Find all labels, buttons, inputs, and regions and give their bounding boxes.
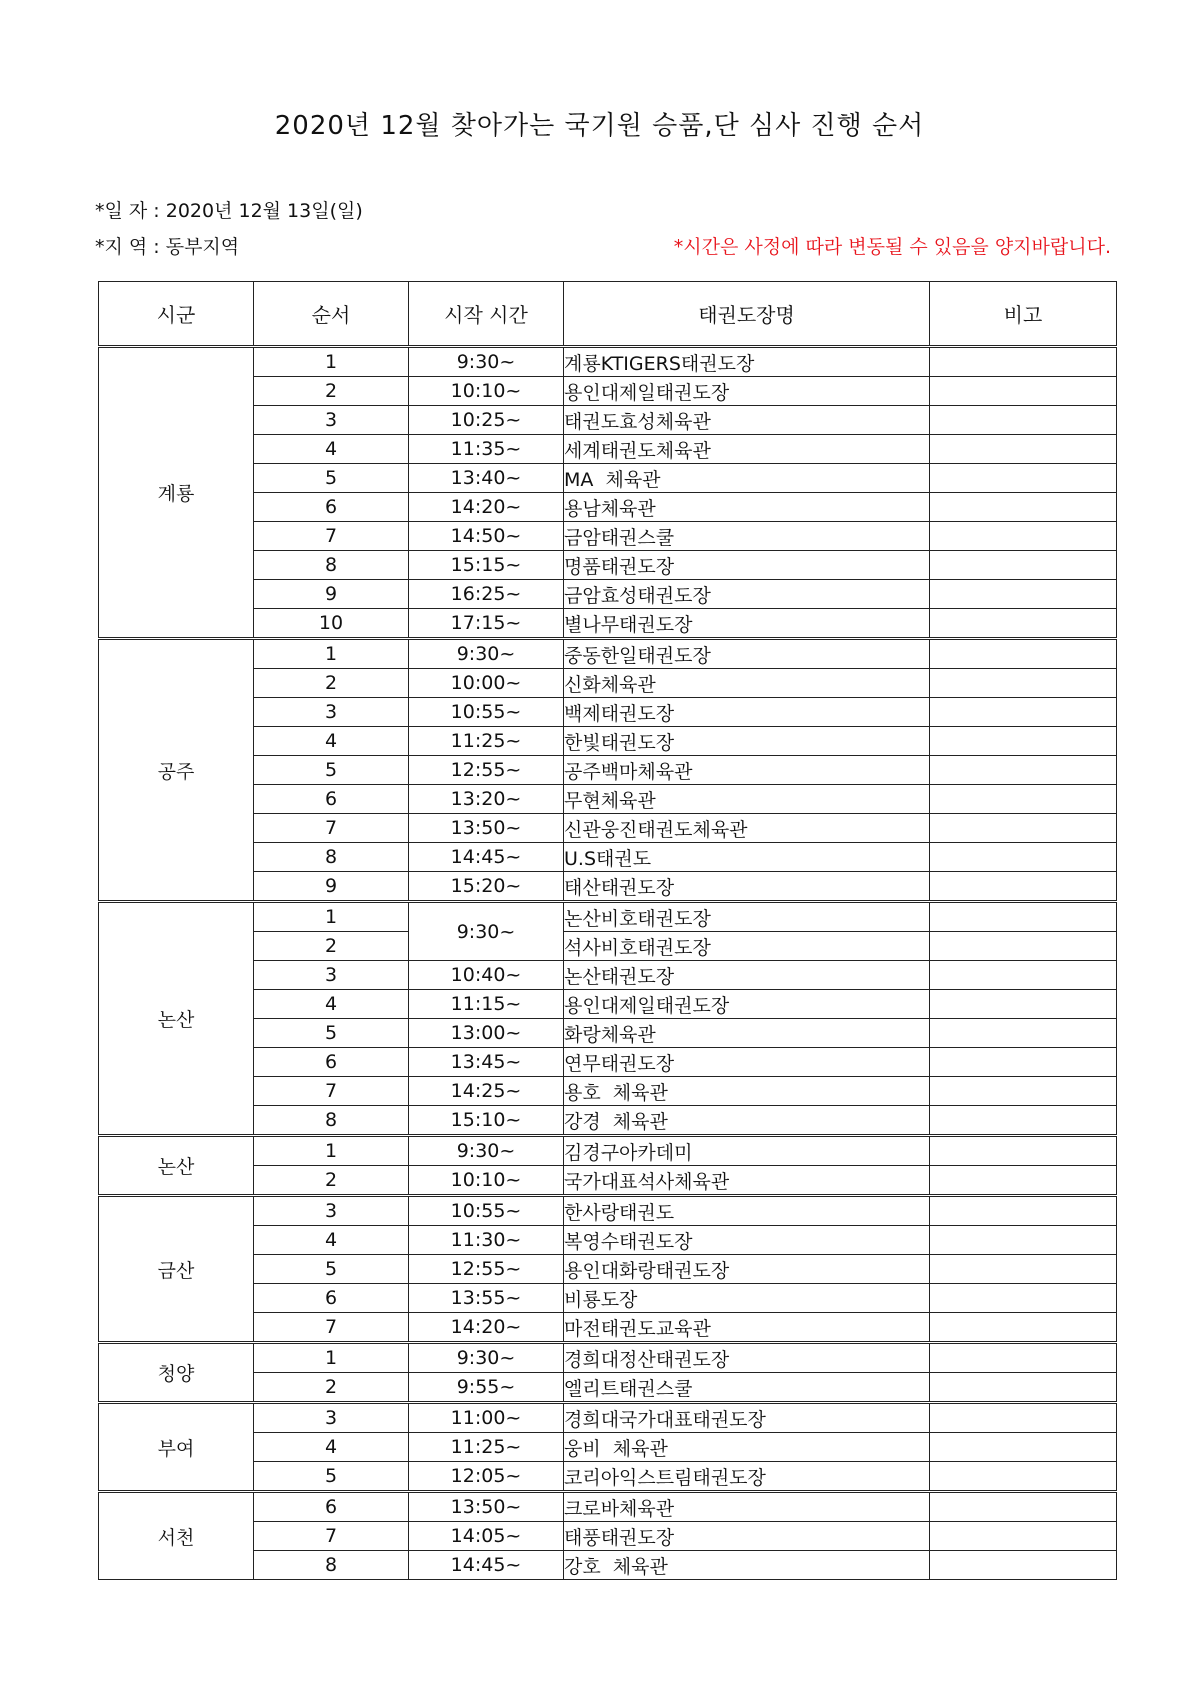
order-cell: 1 (254, 639, 409, 669)
remarks-cell (930, 1136, 1117, 1166)
start-time-cell: 11:00~ (409, 1403, 564, 1433)
remarks-cell (930, 1106, 1117, 1136)
dojang-name-cell: 신관웅진태권도체육관 (564, 814, 930, 843)
document-title: 2020년 12월 찾아가는 국기원 승품,단 심사 진행 순서 (274, 111, 925, 141)
remarks-cell (930, 814, 1117, 843)
order-cell: 5 (254, 1019, 409, 1048)
dojang-name-cell: 강호 체육관 (564, 1551, 930, 1580)
dojang-name-cell: 논산비호태권도장 (564, 902, 930, 932)
dojang-name-cell: 태풍태권도장 (564, 1522, 930, 1551)
remarks-cell (930, 843, 1117, 872)
table-row (99, 1403, 1117, 1433)
region-cell: 서천 (99, 1492, 254, 1580)
start-time-cell: 15:15~ (409, 551, 564, 580)
order-cell: 1 (254, 1136, 409, 1166)
dojang-name-cell: 용호 체육관 (564, 1077, 930, 1106)
remarks-cell (930, 522, 1117, 551)
remarks-cell (930, 377, 1117, 406)
order-cell: 4 (254, 1226, 409, 1255)
order-cell: 7 (254, 814, 409, 843)
table-row (99, 1136, 1117, 1166)
start-time-cell: 13:45~ (409, 1048, 564, 1077)
start-time-cell: 14:20~ (409, 1313, 564, 1343)
remarks-cell (930, 961, 1117, 990)
order-cell: 6 (254, 1284, 409, 1313)
region-cell: 부여 (99, 1403, 254, 1492)
start-time-cell: 13:50~ (409, 1492, 564, 1522)
order-cell: 9 (254, 580, 409, 609)
remarks-cell (930, 435, 1117, 464)
region-cell: 계룡 (99, 347, 254, 639)
order-cell: 4 (254, 435, 409, 464)
start-time-cell: 9:30~ (409, 639, 564, 669)
dojang-name-cell: 석사비호태권도장 (564, 932, 930, 961)
region-group (99, 1196, 1117, 1343)
start-time-cell: 15:20~ (409, 872, 564, 902)
region-cell: 공주 (99, 639, 254, 902)
start-time-cell: 16:25~ (409, 580, 564, 609)
order-cell: 5 (254, 1462, 409, 1492)
dojang-name-cell: 명품태권도장 (564, 551, 930, 580)
remarks-cell (930, 872, 1117, 902)
remarks-cell (930, 1373, 1117, 1403)
start-time-cell: 9:30~ (409, 347, 564, 377)
dojang-name-cell: 화랑체육관 (564, 1019, 930, 1048)
remarks-cell (930, 1462, 1117, 1492)
start-time-cell: 14:45~ (409, 1551, 564, 1580)
region-group (99, 1343, 1117, 1403)
order-cell: 3 (254, 1403, 409, 1433)
start-time-cell: 13:50~ (409, 814, 564, 843)
remarks-cell (930, 1313, 1117, 1343)
table-row (99, 902, 1117, 932)
dojang-name-cell: 백제태권도장 (564, 698, 930, 727)
order-cell: 9 (254, 872, 409, 902)
dojang-name-cell: 중동한일태권도장 (564, 639, 930, 669)
region-cell: 금산 (99, 1196, 254, 1343)
order-cell: 7 (254, 1077, 409, 1106)
dojang-name-cell: 한빛태권도장 (564, 727, 930, 756)
remarks-cell (930, 785, 1117, 814)
start-time-cell: 9:30~ (409, 1343, 564, 1373)
table-row (99, 1343, 1117, 1373)
start-time-cell: 12:55~ (409, 1255, 564, 1284)
order-cell: 1 (254, 347, 409, 377)
start-time-cell: 10:25~ (409, 406, 564, 435)
start-time-cell: 12:05~ (409, 1462, 564, 1492)
order-cell: 2 (254, 377, 409, 406)
remarks-cell (930, 698, 1117, 727)
dojang-name-cell: 강경 체육관 (564, 1106, 930, 1136)
start-time-cell: 13:00~ (409, 1019, 564, 1048)
order-cell: 8 (254, 551, 409, 580)
start-time-cell: 14:05~ (409, 1522, 564, 1551)
remarks-cell (930, 1492, 1117, 1522)
order-cell: 7 (254, 1313, 409, 1343)
dojang-name-cell: 코리아익스트림태권도장 (564, 1462, 930, 1492)
order-cell: 7 (254, 522, 409, 551)
order-cell: 3 (254, 698, 409, 727)
dojang-name-cell: 별나무태권도장 (564, 609, 930, 639)
order-cell: 2 (254, 669, 409, 698)
remarks-cell (930, 1551, 1117, 1580)
dojang-name-cell: 비룡도장 (564, 1284, 930, 1313)
remarks-cell (930, 493, 1117, 522)
remarks-cell (930, 1166, 1117, 1196)
remarks-cell (930, 669, 1117, 698)
remarks-cell (930, 347, 1117, 377)
start-time-cell: 11:15~ (409, 990, 564, 1019)
region-group (99, 1492, 1117, 1580)
order-cell: 6 (254, 1492, 409, 1522)
dojang-name-cell: 크로바체육관 (564, 1492, 930, 1522)
order-cell: 2 (254, 932, 409, 961)
region-cell: 청양 (99, 1343, 254, 1403)
remarks-cell (930, 580, 1117, 609)
remarks-cell (930, 1019, 1117, 1048)
remarks-cell (930, 609, 1117, 639)
dojang-name-cell: 연무태권도장 (564, 1048, 930, 1077)
remarks-cell (930, 990, 1117, 1019)
order-cell: 1 (254, 902, 409, 932)
time-change-notice: *시간은 사정에 따라 변동될 수 있음을 양지바랍니다. (673, 236, 1111, 258)
region-group (99, 1403, 1117, 1492)
dojang-name-cell: 태권도효성체육관 (564, 406, 930, 435)
dojang-name-cell: 엘리트태권스쿨 (564, 1373, 930, 1403)
dojang-name-cell: 무현체육관 (564, 785, 930, 814)
remarks-cell (930, 1196, 1117, 1226)
remarks-cell (930, 1048, 1117, 1077)
dojang-name-cell: 용남체육관 (564, 493, 930, 522)
dojang-name-cell: 마전태권도교육관 (564, 1313, 930, 1343)
remarks-cell (930, 1522, 1117, 1551)
remarks-cell (930, 551, 1117, 580)
order-cell: 5 (254, 1255, 409, 1284)
region-group (99, 1136, 1117, 1196)
order-cell: 4 (254, 990, 409, 1019)
remarks-cell (930, 932, 1117, 961)
start-time-cell: 13:20~ (409, 785, 564, 814)
dojang-name-cell: 세계태권도체육관 (564, 435, 930, 464)
start-time-cell: 14:50~ (409, 522, 564, 551)
exam-date: *일 자 : 2020년 12월 13일(일) (95, 200, 363, 222)
table-header-row (99, 282, 1117, 347)
start-time-cell: 9:55~ (409, 1373, 564, 1403)
remarks-cell (930, 756, 1117, 785)
start-time-cell: 11:25~ (409, 727, 564, 756)
start-time-cell: 17:15~ (409, 609, 564, 639)
start-time-cell: 10:55~ (409, 698, 564, 727)
order-cell: 2 (254, 1373, 409, 1403)
region-group (99, 347, 1117, 639)
remarks-cell (930, 1433, 1117, 1462)
start-time-cell: 11:35~ (409, 435, 564, 464)
header-dojang-name: 태권도장명 (564, 282, 930, 347)
dojang-name-cell: 웅비 체육관 (564, 1433, 930, 1462)
dojang-name-cell: 계룡KTIGERS태권도장 (564, 347, 930, 377)
header-order: 순서 (254, 282, 409, 347)
order-cell: 1 (254, 1343, 409, 1373)
order-cell: 4 (254, 727, 409, 756)
order-cell: 5 (254, 756, 409, 785)
region-group (99, 902, 1117, 1136)
remarks-cell (930, 1284, 1117, 1313)
dojang-name-cell: 금암효성태권도장 (564, 580, 930, 609)
remarks-cell (930, 1343, 1117, 1373)
remarks-cell (930, 1226, 1117, 1255)
remarks-cell (930, 727, 1117, 756)
region-cell: 논산 (99, 902, 254, 1136)
start-time-cell: 10:00~ (409, 669, 564, 698)
exam-area: *지 역 : 동부지역 (95, 236, 240, 258)
header-remarks: 비고 (930, 282, 1117, 347)
table-row (99, 347, 1117, 377)
dojang-name-cell: 김경구아카데미 (564, 1136, 930, 1166)
start-time-cell: 9:30~ (409, 902, 564, 961)
order-cell: 7 (254, 1522, 409, 1551)
remarks-cell (930, 1403, 1117, 1433)
header-start-time: 시작 시간 (409, 282, 564, 347)
remarks-cell (930, 639, 1117, 669)
start-time-cell: 14:25~ (409, 1077, 564, 1106)
start-time-cell: 9:30~ (409, 1136, 564, 1166)
start-time-cell: 15:10~ (409, 1106, 564, 1136)
order-cell: 3 (254, 1196, 409, 1226)
start-time-cell: 10:40~ (409, 961, 564, 990)
order-cell: 10 (254, 609, 409, 639)
dojang-name-cell: 한사랑태권도 (564, 1196, 930, 1226)
dojang-name-cell: 국가대표석사체육관 (564, 1166, 930, 1196)
order-cell: 6 (254, 1048, 409, 1077)
remarks-cell (930, 464, 1117, 493)
order-cell: 5 (254, 464, 409, 493)
order-cell: 4 (254, 1433, 409, 1462)
order-cell: 8 (254, 1106, 409, 1136)
table-row (99, 1492, 1117, 1522)
table-row (99, 1196, 1117, 1226)
region-cell: 논산 (99, 1136, 254, 1196)
dojang-name-cell: 복영수태권도장 (564, 1226, 930, 1255)
remarks-cell (930, 1255, 1117, 1284)
dojang-name-cell: MA 체육관 (564, 464, 930, 493)
dojang-name-cell: 논산태권도장 (564, 961, 930, 990)
start-time-cell: 10:10~ (409, 1166, 564, 1196)
start-time-cell: 14:45~ (409, 843, 564, 872)
header-region: 시군 (99, 282, 254, 347)
start-time-cell: 14:20~ (409, 493, 564, 522)
start-time-cell: 10:10~ (409, 377, 564, 406)
order-cell: 6 (254, 493, 409, 522)
order-cell: 3 (254, 406, 409, 435)
order-cell: 2 (254, 1166, 409, 1196)
remarks-cell (930, 902, 1117, 932)
start-time-cell: 13:55~ (409, 1284, 564, 1313)
dojang-name-cell: 태산태권도장 (564, 872, 930, 902)
order-cell: 8 (254, 1551, 409, 1580)
dojang-name-cell: 용인대제일태권도장 (564, 377, 930, 406)
remarks-cell (930, 1077, 1117, 1106)
order-cell: 8 (254, 843, 409, 872)
table-row (99, 639, 1117, 669)
schedule-table (98, 281, 1117, 1580)
order-cell: 6 (254, 785, 409, 814)
dojang-name-cell: 금암태권스쿨 (564, 522, 930, 551)
start-time-cell: 13:40~ (409, 464, 564, 493)
start-time-cell: 11:25~ (409, 1433, 564, 1462)
dojang-name-cell: 신화체육관 (564, 669, 930, 698)
dojang-name-cell: 경희대국가대표태권도장 (564, 1403, 930, 1433)
dojang-name-cell: 경희대정산태권도장 (564, 1343, 930, 1373)
region-group (99, 639, 1117, 902)
start-time-cell: 10:55~ (409, 1196, 564, 1226)
start-time-cell: 11:30~ (409, 1226, 564, 1255)
start-time-cell: 12:55~ (409, 756, 564, 785)
dojang-name-cell: 용인대제일태권도장 (564, 990, 930, 1019)
remarks-cell (930, 406, 1117, 435)
dojang-name-cell: 용인대화랑태권도장 (564, 1255, 930, 1284)
dojang-name-cell: 공주백마체육관 (564, 756, 930, 785)
order-cell: 3 (254, 961, 409, 990)
dojang-name-cell: U.S태권도 (564, 843, 930, 872)
